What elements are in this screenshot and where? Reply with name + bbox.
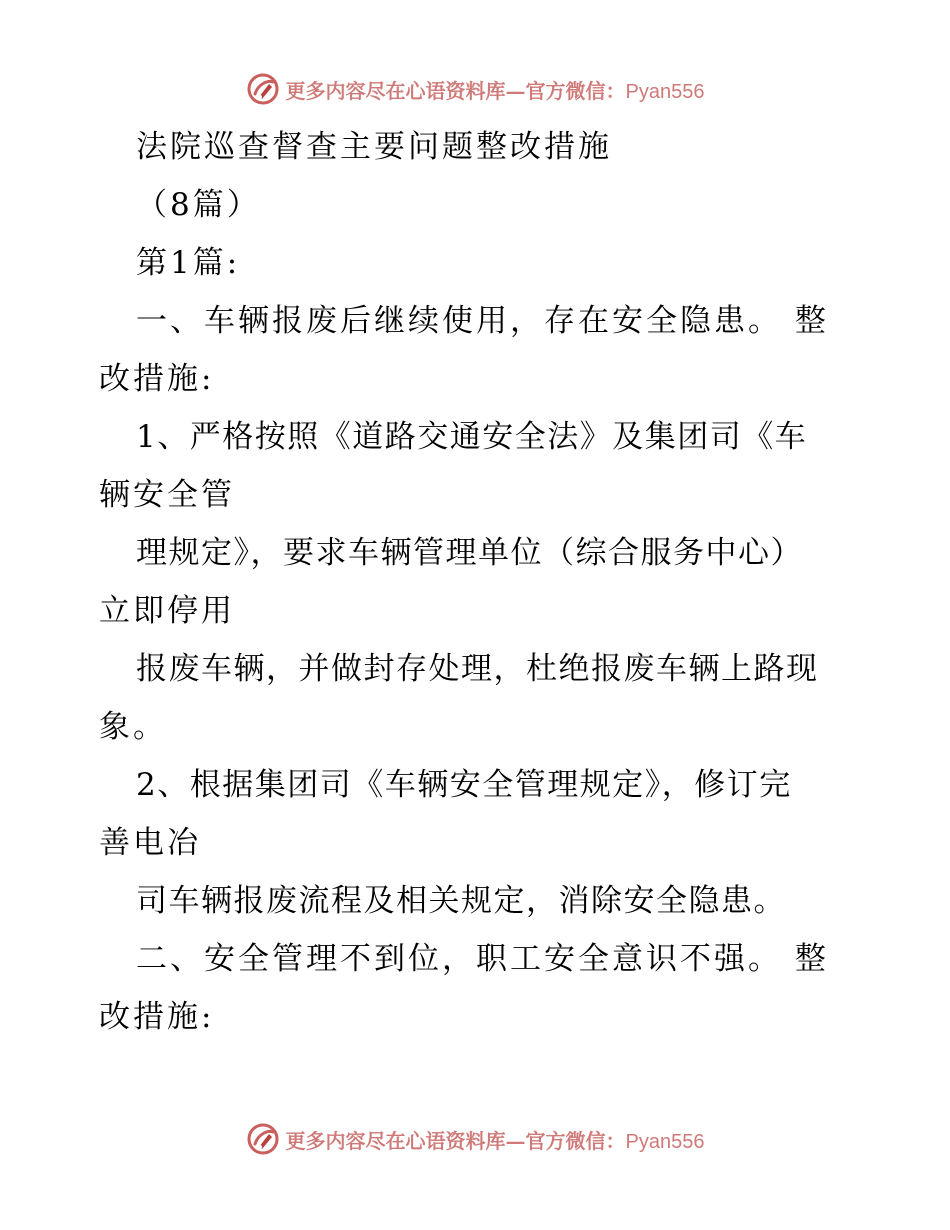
paragraph-line: 报废车辆，并做封存处理，杜绝报废车辆上路现 [136, 651, 819, 687]
document-title: 法院巡查督查主要问题整改措施 [136, 129, 612, 165]
paragraph-line: 善电冶 [99, 825, 201, 861]
paragraph-line: 司车辆报废流程及相关规定，消除安全隐患。 [136, 883, 786, 919]
paragraph-line: 理规定》，要求车辆管理单位（综合服务中心） [136, 535, 803, 571]
header-banner-main: 更多内容尽在心语资料库 [285, 78, 506, 103]
paragraph-line: 2、根据集团司《车辆安全管理规定》，修订完 [136, 767, 792, 803]
footer-banner [0, 1121, 950, 1157]
paragraph-line: 改措施: [99, 999, 215, 1035]
header-banner-wechat: Pyan556 [625, 80, 705, 103]
paragraph-line: 立即停用 [99, 593, 235, 629]
paragraph-line: 1、严格按照《道路交通安全法》及集团司《车 [136, 419, 808, 455]
header-banner-text [286, 75, 705, 104]
paragraph-line: 一、车辆报废后继续使用，存在安全隐患。 整 [136, 303, 829, 339]
footer-banner-main: 更多内容尽在心语资料库 [285, 1128, 506, 1153]
paragraph-line: 辆安全管 [99, 477, 235, 513]
header-banner [0, 71, 950, 107]
paragraph-line: 象。 [99, 709, 167, 745]
paragraph-line: 改措施: [99, 361, 215, 397]
footer-banner-inner [246, 1122, 705, 1156]
section-heading: 第1篇: [136, 245, 241, 281]
footer-banner-dash: — [505, 1128, 526, 1153]
header-banner-dash: — [505, 78, 526, 103]
document-body [99, 118, 859, 1046]
pen-swirl-logo-icon [246, 1122, 280, 1156]
header-banner-official: 官方微信： [525, 78, 626, 103]
paragraph-line: 二、安全管理不到位，职工安全意识不强。 整 [136, 941, 829, 977]
pen-swirl-logo-icon [246, 72, 280, 106]
footer-banner-wechat: Pyan556 [625, 1130, 705, 1153]
header-banner-inner [246, 72, 705, 106]
footer-banner-text [286, 1125, 705, 1154]
document-subtitle: （8篇） [136, 187, 261, 223]
footer-banner-official: 官方微信： [525, 1128, 626, 1153]
